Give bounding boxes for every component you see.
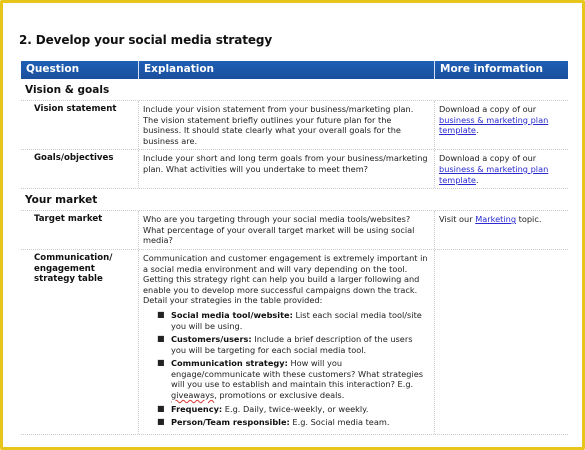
business-plan-template-link[interactable]: business & marketing plan template — [439, 163, 549, 185]
question-cell: Communication/ engagement strategy table — [34, 252, 113, 285]
info-suffix: . — [475, 174, 479, 185]
header-explanation: Explanation — [138, 61, 434, 79]
info-cell — [434, 101, 568, 149]
table-row — [21, 101, 568, 150]
info-suffix: topic. — [516, 214, 542, 225]
table-row — [21, 211, 568, 250]
info-prefix: Visit our — [439, 214, 476, 225]
question-cell: Vision statement — [34, 104, 117, 114]
bullet-icon: ■ — [157, 358, 165, 368]
explanation-text: Communication and customer engagement is extremely important in a social media environment and will vary depending on the tool. Getting this strategy right can help you build a larger following and enable you to develop more successful campaigns down the track. Detail your strategies in the table provided: — [143, 252, 428, 306]
info-prefix: Download a copy of our — [439, 153, 537, 164]
explanation-cell: Include your vision statement from your business/marketing plan. The vision statement briefly outlines your future plan for the business. It should state clearly what your overall goals for the business are. — [138, 101, 434, 149]
info-cell — [434, 150, 568, 188]
list-item: ■ Social media tool/website: List each social media tool/site you will be using. — [157, 309, 422, 331]
info-suffix: . — [475, 125, 479, 136]
question-cell: Goals/objectives — [34, 153, 114, 164]
table-header — [21, 61, 568, 79]
header-more-info: More information — [434, 61, 568, 79]
bullet-icon: ■ — [157, 417, 165, 427]
section-your-market: Your market — [21, 189, 568, 211]
strategy-table — [21, 61, 568, 435]
info-cell — [434, 211, 568, 249]
bullet-icon: ■ — [157, 309, 165, 319]
page-title: 2. Develop your social media strategy — [19, 33, 273, 47]
spellcheck-word: giveaways — [171, 390, 215, 401]
info-prefix: Download a copy of our — [439, 104, 537, 114]
table-row — [21, 250, 568, 435]
info-cell-empty — [434, 250, 568, 434]
table-row — [21, 150, 568, 189]
strategy-bullet-list — [143, 310, 430, 428]
question-cell: Target market — [34, 214, 103, 225]
bullet-icon: ■ — [157, 334, 165, 344]
list-item: ■ Frequency: E.g. Daily, twice-weekly, or weekly. — [157, 403, 369, 414]
header-question: Question — [21, 61, 138, 79]
explanation-cell: Include your short and long term goals from your business/marketing plan. What activities will you undertake to meet them? — [138, 150, 434, 188]
list-item: ■ Person/Team responsible: E.g. Social media team. — [157, 417, 390, 428]
business-plan-template-link[interactable]: business & marketing plan template — [439, 114, 549, 136]
list-item: ■ Communication strategy: How will you engage/communicate with these customers? What strategies will you use to establish and maintain this interaction? E.g. giveaways, promotions or exclusive deals. — [157, 358, 423, 401]
marketing-topic-link[interactable]: Marketing — [475, 214, 517, 225]
list-item: ■ Customers/users: Include a brief description of the users you will be targeting for each social media tool. — [157, 334, 413, 355]
explanation-cell — [138, 250, 434, 434]
section-vision-goals: Vision & goals — [21, 79, 568, 101]
explanation-cell: Who are you targeting through your social media tools/websites? What percentage of your overall target market will be using social media? — [138, 211, 434, 249]
bullet-icon: ■ — [157, 403, 165, 413]
